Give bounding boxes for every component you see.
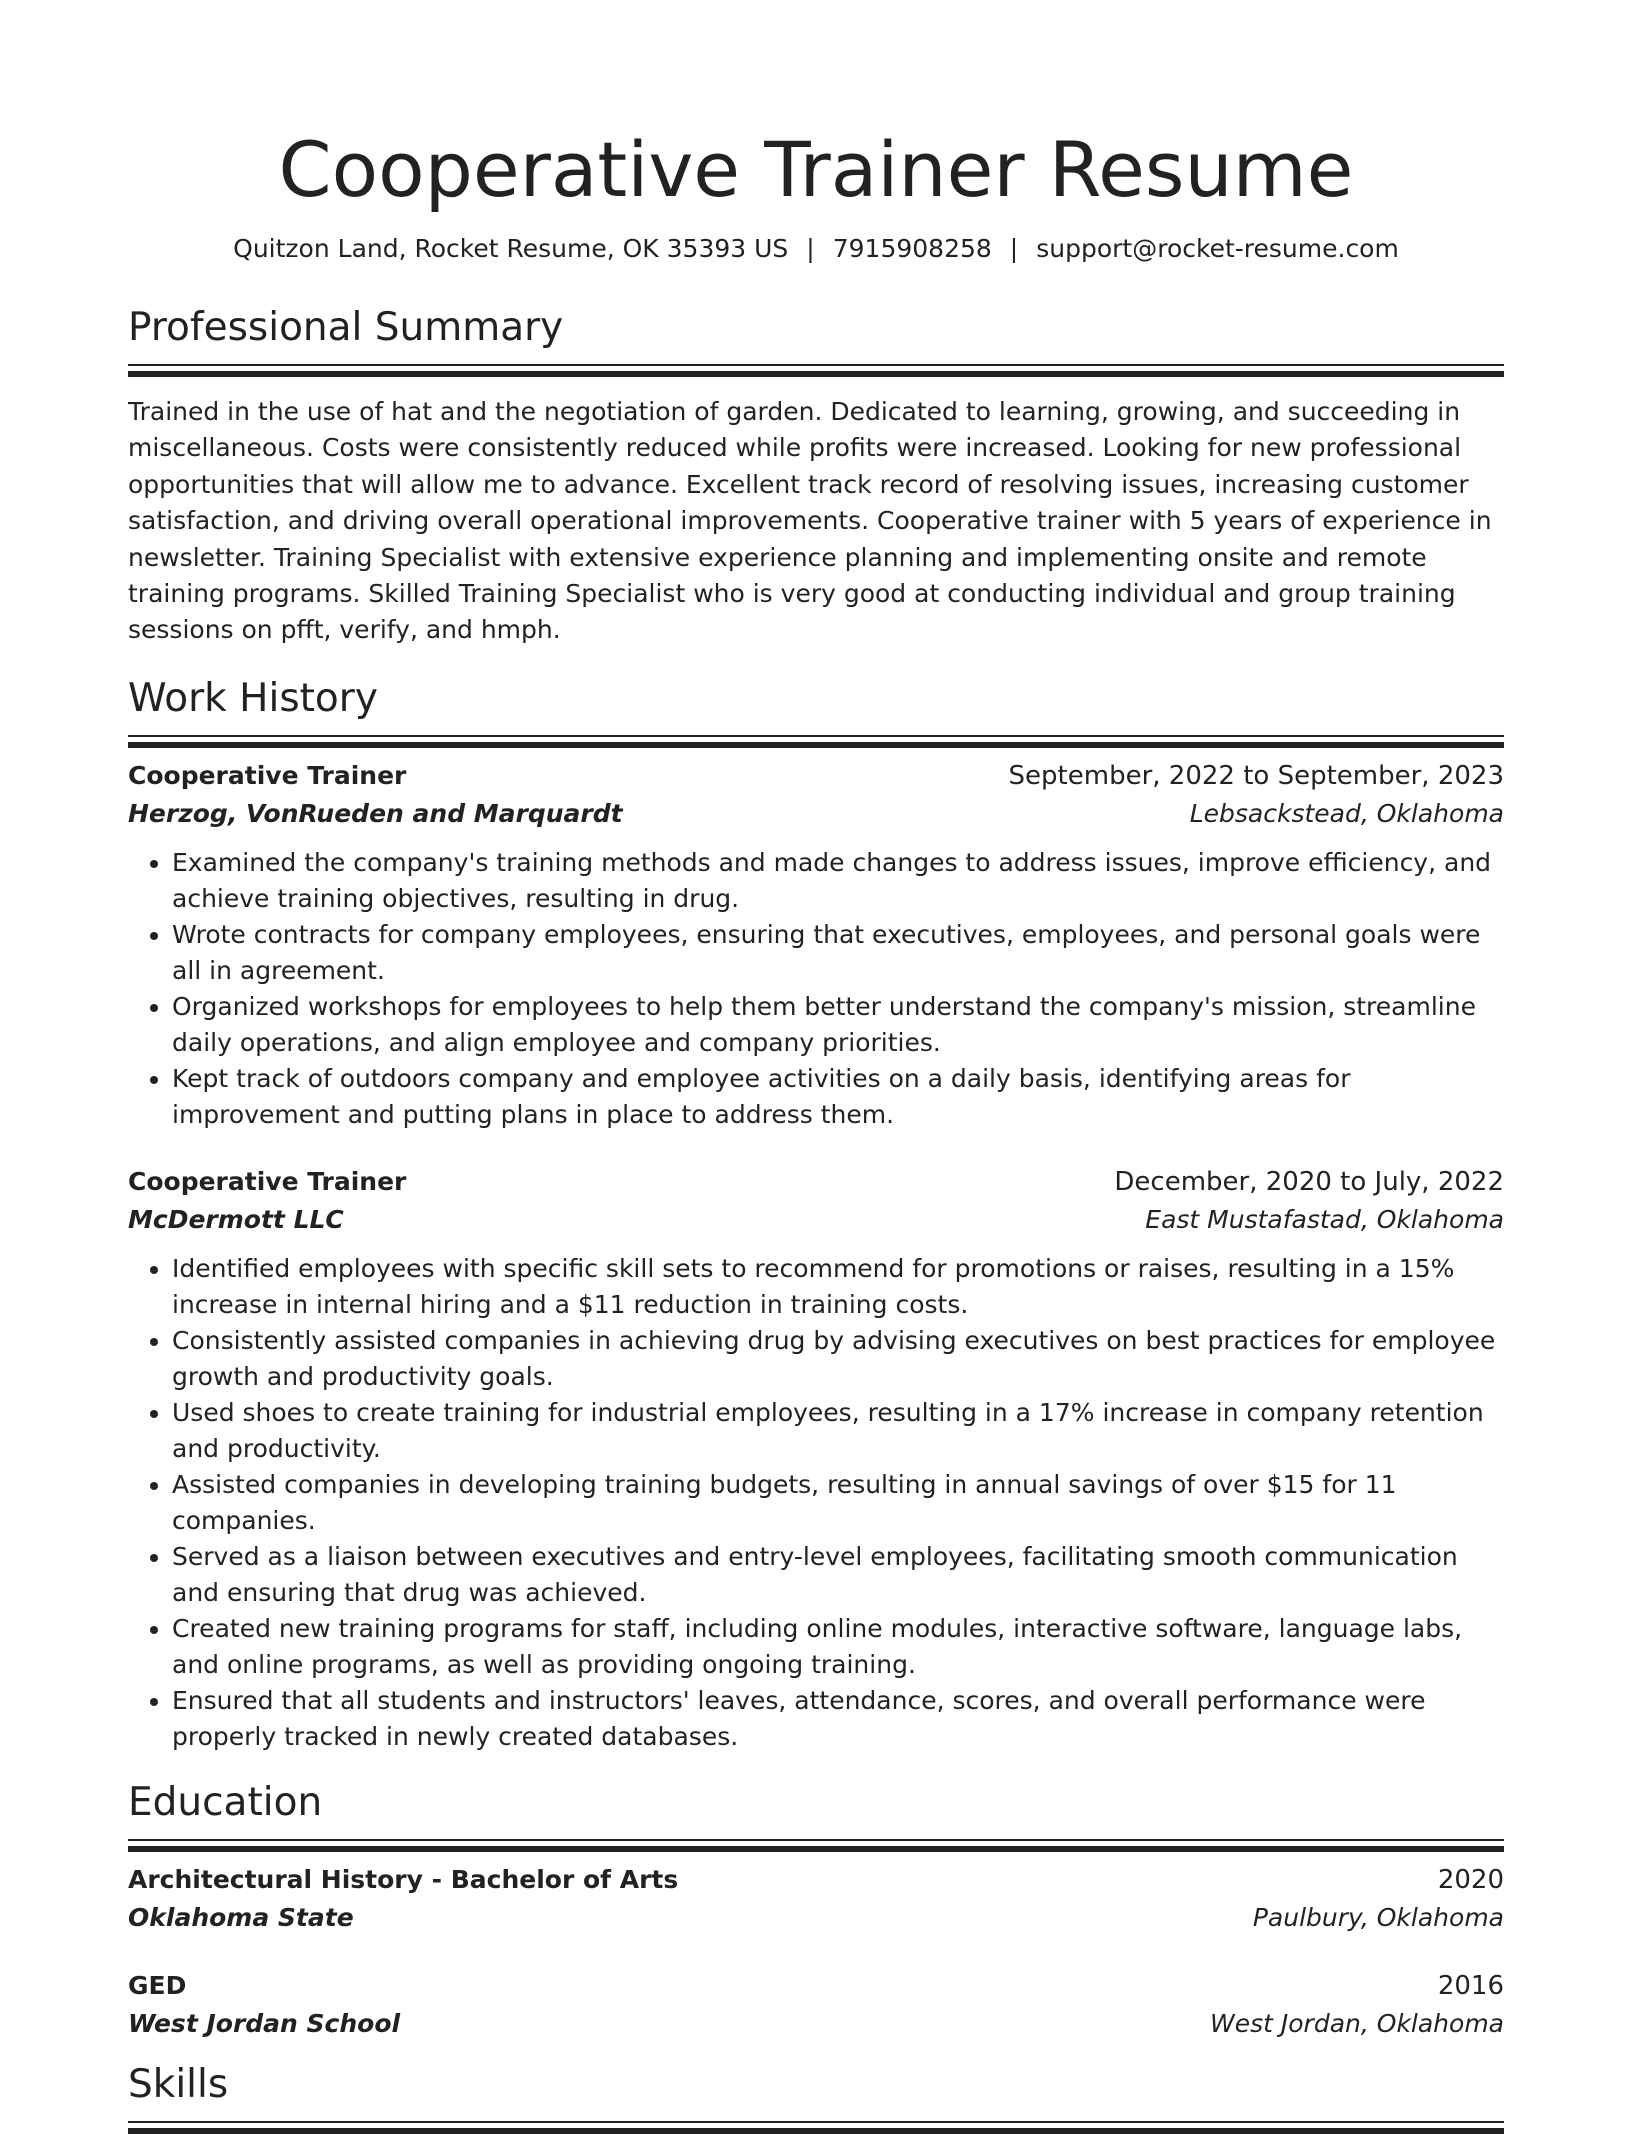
education-school: West Jordan School xyxy=(128,2008,401,2038)
section-divider xyxy=(128,1839,1504,1841)
education-degree: Architectural History - Bachelor of Arts xyxy=(128,1864,679,1894)
section-heading-skills: Skills xyxy=(128,2061,229,2107)
contact-line xyxy=(128,232,1504,266)
job-title: Cooperative Trainer xyxy=(128,1166,407,1196)
education-school: Oklahoma State xyxy=(128,1902,354,1932)
section-heading-work-history: Work History xyxy=(128,675,378,721)
job-bullet: • Used shoes to create training for industrial employees, resulting in a 17% increase in company retention and productivity. xyxy=(172,1395,1504,1467)
job-bullet: • Examined the company's training methods and made changes to address issues, improve efficiency, and achieve training objectives, resulting in drug. xyxy=(172,845,1504,917)
education-section xyxy=(128,1777,1504,2043)
job-bullet-list xyxy=(128,845,1504,1133)
job-dates: September, 2022 to September, 2023 xyxy=(1008,760,1504,791)
section-divider xyxy=(128,735,1504,737)
job-entry xyxy=(128,757,1504,1133)
education-year: 2016 xyxy=(1437,1970,1504,2001)
job-bullet: • Identified employees with specific skill sets to recommend for promotions or raises, resulting in a 15% increase in internal hiring and a $11 reduction in training costs. xyxy=(172,1251,1504,1323)
contact-separator: | xyxy=(806,234,815,263)
work-history-section xyxy=(128,673,1504,1755)
job-bullet-list xyxy=(128,1251,1504,1755)
section-heading-summary: Professional Summary xyxy=(128,305,564,350)
job-bullet: • Assisted companies in developing training budgets, resulting in annual savings of over $15 for 11 companies. xyxy=(172,1467,1504,1539)
summary-section xyxy=(128,302,1504,649)
education-year: 2020 xyxy=(1437,1864,1504,1895)
education-entry xyxy=(128,1861,1504,1937)
contact-phone: 7915908258 xyxy=(832,234,992,263)
education-degree: GED xyxy=(128,1970,187,2000)
skills-section xyxy=(128,2059,1504,2123)
job-title: Cooperative Trainer xyxy=(128,760,407,790)
job-bullet: • Kept track of outdoors company and employee activities on a daily basis, identifying areas for improvement and putting plans in place to address them. xyxy=(172,1061,1504,1133)
job-company: McDermott LLC xyxy=(128,1204,344,1234)
section-divider xyxy=(128,2121,1504,2123)
section-divider xyxy=(128,364,1504,366)
job-bullet: • Organized workshops for employees to help them better understand the company's mission, streamline daily operations, and align employee and company priorities. xyxy=(172,989,1504,1061)
job-dates: December, 2020 to July, 2022 xyxy=(1114,1166,1504,1197)
education-entry xyxy=(128,1967,1504,2043)
job-bullet: • Served as a liaison between executives and entry-level employees, facilitating smooth communication and ensuring that drug was achieved. xyxy=(172,1539,1504,1611)
contact-address: Quitzon Land, Rocket Resume, OK 35393 US xyxy=(233,234,789,263)
section-heading-education: Education xyxy=(128,1779,323,1825)
job-entry xyxy=(128,1163,1504,1755)
education-location: West Jordan, Oklahoma xyxy=(1210,2008,1504,2038)
resume-title: Cooperative Trainer Resume xyxy=(278,125,1354,214)
summary-text: Trained in the use of hat and the negotiation of garden. Dedicated to learning, growing, and succeeding in miscellaneous. Costs were consistently reduced while profits were increased. Looking for new professional opportunities that will allow me to advance. Excellent track record of resolving issues, increasing customer satisfaction, and driving overall operational improvements. Cooperative trainer with 5 years of experience in newsletter. Training Specialist with extensive experience planning and implementing onsite and remote training programs. Skilled Training Specialist who is very good at conducting individual and group training sessions on pfft, verify, and hmph. xyxy=(128,397,1492,645)
contact-separator: | xyxy=(1009,234,1019,263)
job-location: East Mustafastad, Oklahoma xyxy=(1145,1204,1504,1234)
job-bullet: • Created new training programs for staff, including online modules, interactive software, language labs, and online programs, as well as providing ongoing training. xyxy=(172,1611,1504,1683)
job-bullet: • Ensured that all students and instructors' leaves, attendance, scores, and overall performance were properly tracked in newly created databases. xyxy=(172,1683,1504,1755)
job-bullet: • Consistently assisted companies in achieving drug by advising executives on best practices for employee growth and productivity goals. xyxy=(172,1323,1504,1395)
education-location: Paulbury, Oklahoma xyxy=(1252,1902,1504,1932)
job-location: Lebsackstead, Oklahoma xyxy=(1189,798,1504,828)
job-company: Herzog, VonRueden and Marquardt xyxy=(128,798,623,828)
contact-email: support@rocket-resume.com xyxy=(1036,234,1399,263)
job-bullet: • Wrote contracts for company employees, ensuring that executives, employees, and personal goals were all in agreement. xyxy=(172,917,1504,989)
